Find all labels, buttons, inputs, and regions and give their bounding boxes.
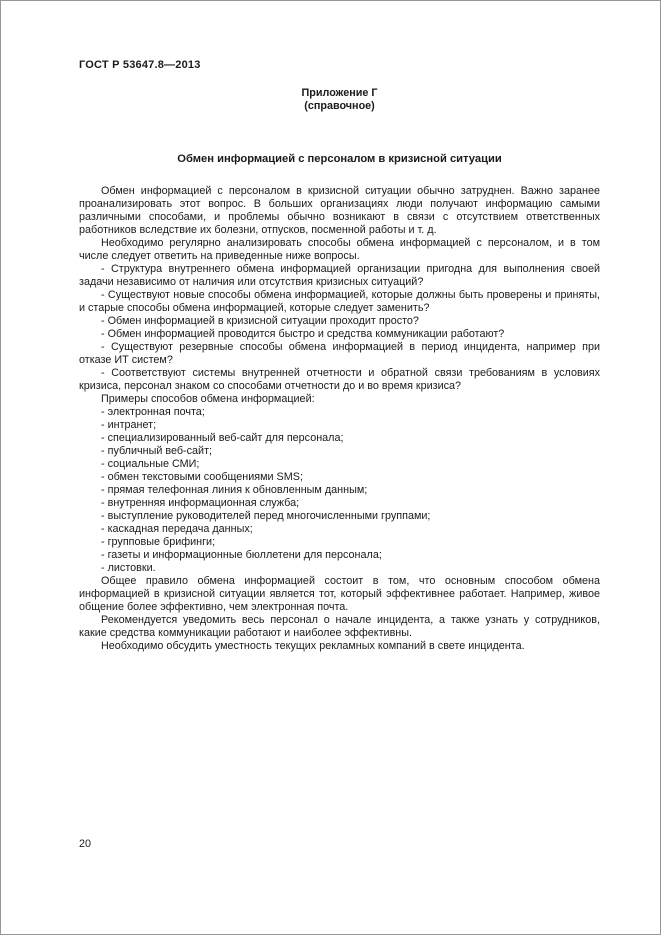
standard-code: ГОСТ Р 53647.8—2013 — [79, 59, 201, 71]
list-item: - газеты и информационные бюллетени для персонала; — [101, 549, 382, 561]
paragraph: Примеры способов обмена информацией: — [101, 393, 315, 405]
list-item: - Существуют новые способы обмена информацией, которые должны быть проверены и приняты, и старые способы обмена информацией, которые следует заменить? — [79, 289, 600, 314]
list-item: - Существуют резервные способы обмена информацией в период инцидента, например при отказе ИТ систем? — [79, 341, 600, 366]
list-item: - интранет; — [101, 419, 157, 431]
list-item: - специализированный веб-сайт для персонала; — [101, 432, 344, 444]
list-item: - листовки. — [101, 562, 156, 574]
paragraph: Общее правило обмена информацией состоит в том, что основным способом обмена информацией в кризисной ситуации является тот, который эффективнее работает. Например, живое общение более эффективно, чем электронная почта. — [79, 575, 600, 613]
list-item: - Соответствуют системы внутренней отчетности и обратной связи требованиям в условиях кризиса, персонал знаком со способами отчетности до и во время кризиса? — [79, 367, 600, 392]
paragraph: Необходимо регулярно анализировать способы обмена информацией с персоналом, и в том числе следует ответить на приведенные ниже вопросы. — [79, 237, 600, 262]
list-item: - групповые брифинги; — [101, 536, 216, 548]
list-item: - внутренняя информационная служба; — [101, 497, 300, 509]
page-title: Обмен информацией с персоналом в кризисной ситуации — [177, 153, 502, 165]
appendix-note: (справочное) — [304, 100, 375, 112]
list-item: - Обмен информацией проводится быстро и средства коммуникации работают? — [101, 328, 505, 340]
list-item: - электронная почта; — [101, 406, 205, 418]
page-number: 20 — [79, 838, 92, 850]
list-item: - каскадная передача данных; — [101, 523, 253, 535]
list-item: - выступление руководителей перед многочисленными группами; — [101, 510, 431, 522]
document-body — [79, 185, 600, 653]
list-item: - социальные СМИ; — [101, 458, 200, 470]
list-item: - Обмен информацией в кризисной ситуации проходит просто? — [101, 315, 419, 327]
appendix-label: Приложение Г — [301, 87, 378, 99]
paragraph: Обмен информацией с персоналом в кризисной ситуации обычно затруднен. Важно заранее проанализировать этот вопрос. В больших организациях люди получают информацию самыми различными способами, и проблемы обычно возникают в связи с отсутствием ответственных работников вследствие их болезни, отпусков, посменной работы и т. д. — [79, 185, 600, 236]
paragraph: Необходимо обсудить уместность текущих рекламных компаний в свете инцидента. — [101, 640, 525, 652]
list-item: - обмен текстовыми сообщениями SMS; — [101, 471, 303, 483]
appendix-heading — [79, 87, 600, 113]
list-item: - Структура внутреннего обмена информацией организации пригодна для выполнения своей задачи независимо от наличия или отсутствия кризисных ситуаций? — [79, 263, 600, 288]
list-item: - прямая телефонная линия к обновленным данным; — [101, 484, 368, 496]
list-item: - публичный веб-сайт; — [101, 445, 213, 457]
paragraph: Рекомендуется уведомить весь персонал о начале инцидента, а также узнать у сотрудников, какие средства коммуникации работают и наиболее эффективны. — [79, 614, 600, 639]
